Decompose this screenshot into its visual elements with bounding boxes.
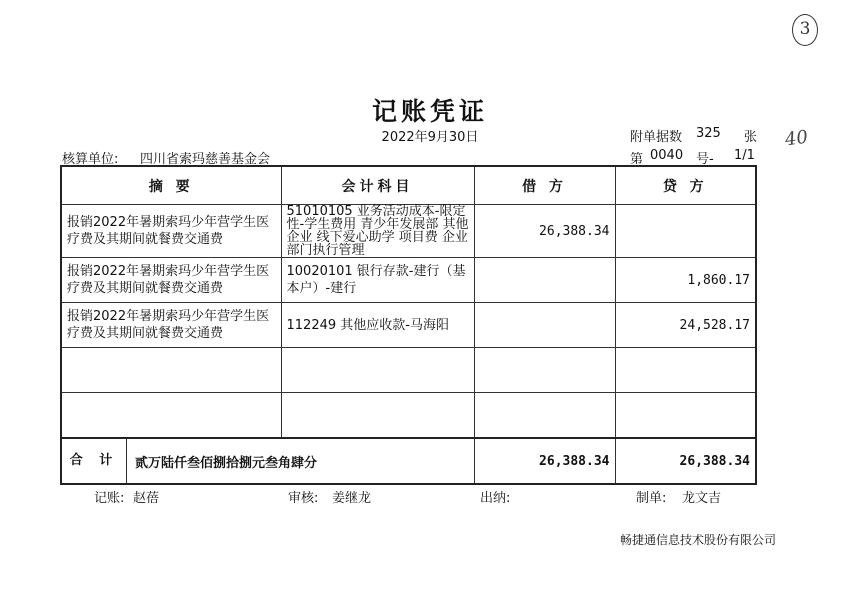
row-account: 10020101 银行存款-建行（基本户）-建行 [281, 258, 474, 303]
total-label: 合 计 [62, 439, 127, 483]
row-debit [474, 258, 615, 303]
bookkeeper-label: 记账: [94, 491, 125, 506]
row-credit: 1,860.17 [615, 258, 756, 303]
row-summary: 报销2022年暑期索玛少年营学生医疗费及其期间就餐费交通费 [61, 258, 281, 303]
footer-company: 畅捷通信息技术股份有限公司 [620, 533, 777, 547]
empty-row [61, 393, 756, 439]
reviewer-name: 姜继龙 [332, 491, 372, 506]
cashier-label: 出纳: [480, 491, 511, 506]
row-account: 51010105 业务活动成本-限定性-学生费用 青少年发展部 其他企业 线下爱心助学 项目费 企业 部门执行管理 [281, 205, 474, 258]
preparer-label: 制单: [636, 491, 667, 506]
reviewer-label: 审核: [288, 491, 319, 506]
empty-cell [615, 393, 756, 439]
row-summary: 报销2022年暑期索玛少年营学生医疗费及其期间就餐费交通费 [61, 303, 281, 348]
attachments-count: 325 [696, 126, 721, 141]
total-row [61, 438, 756, 484]
voucher-date: 2022年9月30日 [381, 130, 479, 145]
row-credit [615, 205, 756, 258]
header-account: 会计科目 [281, 166, 474, 205]
empty-cell [61, 348, 281, 393]
empty-cell [474, 348, 615, 393]
row-summary: 报销2022年暑期索玛少年营学生医疗费及其期间就餐费交通费 [61, 205, 281, 258]
empty-cell [281, 393, 474, 439]
empty-cell [61, 393, 281, 439]
empty-row [61, 348, 756, 393]
empty-cell [281, 348, 474, 393]
empty-cell [615, 348, 756, 393]
attachments-unit: 张 [744, 130, 758, 145]
bookkeeper-name: 赵蓓 [133, 491, 160, 506]
voucher-number-suffix: 号- [696, 152, 714, 167]
voucher-page: 1/1 [734, 148, 755, 163]
row-credit: 24,528.17 [615, 303, 756, 348]
total-label-cell [61, 438, 474, 484]
voucher-number: 0040 [650, 148, 684, 163]
handwritten-note: 40 [783, 126, 810, 151]
row-debit: 26,388.34 [474, 205, 615, 258]
header-summary: 摘 要 [61, 166, 281, 205]
preparer-name: 龙文吉 [682, 491, 722, 506]
total-credit: 26,388.34 [615, 438, 756, 484]
circled-page-mark: 3 [792, 14, 818, 46]
unit-label: 核算单位: [62, 152, 119, 167]
table-row [61, 258, 756, 303]
header-debit: 借 方 [474, 166, 615, 205]
voucher-number-prefix: 第 [630, 152, 644, 167]
total-uppercase: 贰万陆仟叁佰捌拾捌元叁角肆分 [135, 455, 318, 471]
row-account: 112249 其他应收款-马海阳 [281, 303, 474, 348]
attachments-label: 附单据数 [630, 130, 683, 145]
empty-cell [474, 393, 615, 439]
table-row [61, 205, 756, 258]
total-debit: 26,388.34 [474, 438, 615, 484]
table-row [61, 303, 756, 348]
header-credit: 贷 方 [615, 166, 756, 205]
voucher-title: 记账凭证 [371, 97, 488, 126]
unit-name: 四川省索玛慈善基金会 [140, 152, 271, 167]
row-debit [474, 303, 615, 348]
voucher-table [60, 165, 757, 485]
header-row [61, 166, 756, 205]
